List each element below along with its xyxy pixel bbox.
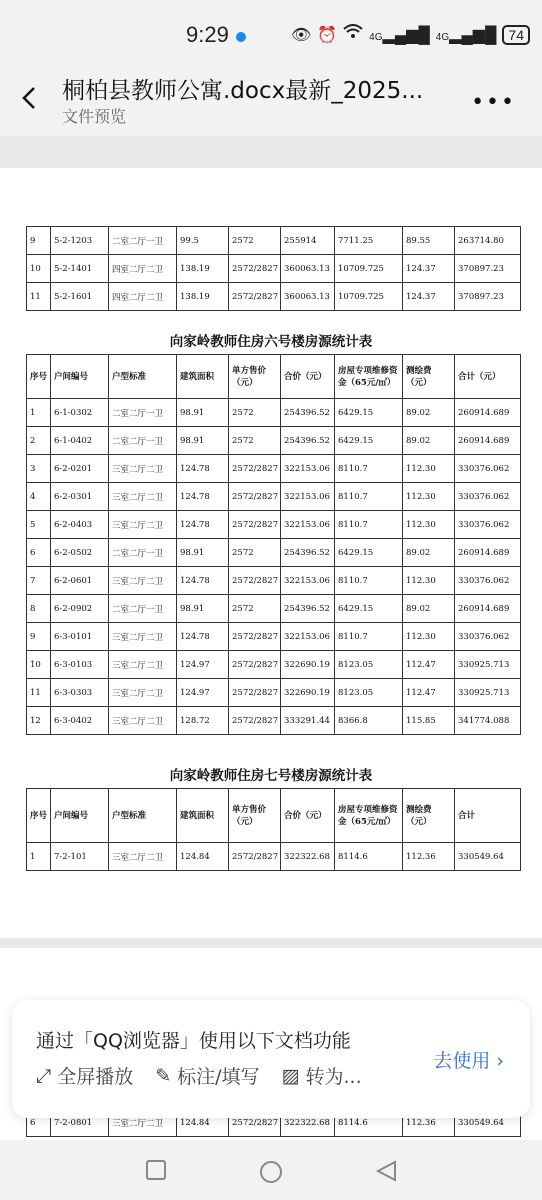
back-button[interactable] bbox=[14, 82, 46, 114]
table-cell: 6-1-0302 bbox=[51, 399, 109, 427]
table-cell: 四室二厅二卫 bbox=[109, 283, 177, 311]
eye-icon: 👁 bbox=[290, 26, 312, 44]
document-page bbox=[0, 168, 542, 938]
table-cell: 8114.6 bbox=[335, 1109, 403, 1137]
table-cell: 333291.44 bbox=[281, 707, 335, 735]
table-cell: 260914.689 bbox=[455, 539, 521, 567]
table-cell: 6 bbox=[27, 1109, 51, 1137]
table-building7 bbox=[26, 788, 521, 871]
table-cell: 330549.64 bbox=[455, 843, 521, 871]
table-cell: 二室二厅一卫 bbox=[109, 539, 177, 567]
table-cell: 124.78 bbox=[177, 455, 229, 483]
table-cell: 330376.062 bbox=[455, 623, 521, 651]
square-icon bbox=[146, 1160, 166, 1180]
column-header: 合计（元） bbox=[455, 355, 521, 399]
table-cell: 2572/2827 bbox=[229, 707, 281, 735]
alarm-icon: ⏰ bbox=[317, 26, 338, 44]
table-cell: 三室二厅二卫 bbox=[109, 707, 177, 735]
table-cell: 2572/2827 bbox=[229, 455, 281, 483]
table-row bbox=[27, 511, 521, 539]
table-cell: 89.02 bbox=[403, 539, 455, 567]
table-cell: 9 bbox=[27, 623, 51, 651]
column-header: 单方售价（元） bbox=[229, 789, 281, 843]
table-cell: 2572 bbox=[229, 595, 281, 623]
table-row bbox=[27, 539, 521, 567]
table-cell: 112.30 bbox=[403, 483, 455, 511]
signal-icon: 4G▂▄▆█ bbox=[369, 26, 430, 44]
more-options-button[interactable]: ••• bbox=[471, 90, 516, 115]
table-row bbox=[27, 283, 521, 311]
table-cell: 322153.06 bbox=[281, 455, 335, 483]
column-header: 测绘费（元） bbox=[403, 789, 455, 843]
table-cell: 7711.25 bbox=[335, 227, 403, 255]
table-cell: 6-3-0402 bbox=[51, 707, 109, 735]
wifi-icon bbox=[343, 24, 363, 45]
table-cell: 5-2-1203 bbox=[51, 227, 109, 255]
status-bar bbox=[0, 0, 542, 70]
table-cell: 12 bbox=[27, 707, 51, 735]
table-cell: 8110.7 bbox=[335, 567, 403, 595]
table-cell: 89.55 bbox=[403, 227, 455, 255]
annotate-feature[interactable]: ✎ 标注/填写 bbox=[155, 1064, 260, 1088]
table-cell: 124.78 bbox=[177, 483, 229, 511]
table-cell: 254396.52 bbox=[281, 427, 335, 455]
table-cell: 98.91 bbox=[177, 399, 229, 427]
table-cell: 124.78 bbox=[177, 623, 229, 651]
table-cell: 三室二厅二卫 bbox=[109, 511, 177, 539]
table-cell: 9 bbox=[27, 227, 51, 255]
table-cell: 10 bbox=[27, 255, 51, 283]
table-cell: 254396.52 bbox=[281, 399, 335, 427]
table-row bbox=[27, 455, 521, 483]
table-row bbox=[27, 651, 521, 679]
table-cell: 2572/2827 bbox=[229, 623, 281, 651]
app-bar bbox=[0, 70, 542, 136]
table6-title: 向家岭教师住房六号楼房源统计表 bbox=[169, 334, 373, 350]
table-cell: 322322.68 bbox=[281, 1109, 335, 1137]
column-header: 建筑面积 bbox=[177, 789, 229, 843]
table-cell: 6 bbox=[27, 539, 51, 567]
table-cell: 8114.6 bbox=[335, 843, 403, 871]
table-cell: 124.37 bbox=[403, 283, 455, 311]
table-cell: 6-2-0403 bbox=[51, 511, 109, 539]
table-cell: 330376.062 bbox=[455, 483, 521, 511]
system-nav-bar bbox=[0, 1140, 542, 1200]
table-cell: 2572/2827 bbox=[229, 843, 281, 871]
table-cell: 124.97 bbox=[177, 651, 229, 679]
table-cell: 260914.689 bbox=[455, 399, 521, 427]
table-cell: 4 bbox=[27, 483, 51, 511]
table-cell: 2572/2827 bbox=[229, 679, 281, 707]
table-cell: 322690.19 bbox=[281, 651, 335, 679]
table-cell: 98.91 bbox=[177, 595, 229, 623]
recent-apps-button[interactable] bbox=[146, 1160, 166, 1184]
table-cell: 255914 bbox=[281, 227, 335, 255]
table-cell: 115.85 bbox=[403, 707, 455, 735]
table7-title: 向家岭教师住房七号楼房源统计表 bbox=[169, 768, 373, 784]
back-nav-button[interactable] bbox=[375, 1160, 397, 1186]
table-cell: 2572 bbox=[229, 399, 281, 427]
table-cell: 112.36 bbox=[403, 1109, 455, 1137]
table-cell: 1 bbox=[27, 399, 51, 427]
table-cell: 5-2-1401 bbox=[51, 255, 109, 283]
table-cell: 二室二厅一卫 bbox=[109, 427, 177, 455]
table-cell: 124.37 bbox=[403, 255, 455, 283]
table-row bbox=[27, 707, 521, 735]
table-cell: 89.02 bbox=[403, 595, 455, 623]
table-cell: 330376.062 bbox=[455, 567, 521, 595]
table-cell: 260914.689 bbox=[455, 427, 521, 455]
table-cell: 330376.062 bbox=[455, 455, 521, 483]
table-cell: 2572/2827 bbox=[229, 511, 281, 539]
table-cell: 6429.15 bbox=[335, 539, 403, 567]
table-cell: 2572/2827 bbox=[229, 567, 281, 595]
table-cell: 322153.06 bbox=[281, 567, 335, 595]
battery-icon: 74 bbox=[502, 25, 530, 45]
fullscreen-feature[interactable]: ⤢ 全屏播放 bbox=[36, 1064, 134, 1088]
table-row bbox=[27, 567, 521, 595]
image-icon: ▨ bbox=[281, 1064, 300, 1087]
table-cell: 6-3-0303 bbox=[51, 679, 109, 707]
table-cell: 124.84 bbox=[177, 843, 229, 871]
table-cell: 6429.15 bbox=[335, 595, 403, 623]
table-cell: 6-2-0201 bbox=[51, 455, 109, 483]
table-row bbox=[27, 399, 521, 427]
table-cell: 三室二厅二卫 bbox=[109, 843, 177, 871]
column-header: 户型标准 bbox=[109, 789, 177, 843]
table-cell: 8123.05 bbox=[335, 651, 403, 679]
table-cell: 98.91 bbox=[177, 427, 229, 455]
table-cell: 2572/2827 bbox=[229, 483, 281, 511]
column-header: 合价（元） bbox=[281, 789, 335, 843]
table-cell: 360063.13 bbox=[281, 255, 335, 283]
table-cell: 11 bbox=[27, 679, 51, 707]
table-row bbox=[27, 623, 521, 651]
table-cell: 370897.23 bbox=[455, 255, 521, 283]
table-cell: 6-1-0402 bbox=[51, 427, 109, 455]
table-cell: 8123.05 bbox=[335, 679, 403, 707]
table-cell: 8110.7 bbox=[335, 511, 403, 539]
column-header: 序号 bbox=[27, 789, 51, 843]
table-cell: 89.02 bbox=[403, 427, 455, 455]
table-cell: 254396.52 bbox=[281, 539, 335, 567]
column-header: 序号 bbox=[27, 355, 51, 399]
table-building5-continued bbox=[26, 226, 521, 311]
table-cell: 98.91 bbox=[177, 539, 229, 567]
table-cell: 7-2-0801 bbox=[51, 1109, 109, 1137]
table-cell: 124.84 bbox=[177, 1109, 229, 1137]
promo-features bbox=[36, 1062, 362, 1089]
table-cell: 341774.088 bbox=[455, 707, 521, 735]
table-cell: 二室二厅一卫 bbox=[109, 595, 177, 623]
table-cell: 三室二厅二卫 bbox=[109, 455, 177, 483]
column-header: 房屋专项维修资金（65元/㎡） bbox=[335, 789, 403, 843]
table-cell: 330549.64 bbox=[455, 1109, 521, 1137]
table-cell: 112.30 bbox=[403, 511, 455, 539]
table-cell: 124.78 bbox=[177, 511, 229, 539]
table-cell: 四室二厅二卫 bbox=[109, 255, 177, 283]
table-cell: 6429.15 bbox=[335, 399, 403, 427]
table-building6 bbox=[26, 354, 521, 735]
table-cell: 二室二厅一卫 bbox=[109, 227, 177, 255]
table-cell: 6-3-0101 bbox=[51, 623, 109, 651]
back-arrow-icon bbox=[14, 82, 46, 114]
table-cell: 1 bbox=[27, 843, 51, 871]
table-cell: 8366.8 bbox=[335, 707, 403, 735]
promo-text: 通过「QQ浏览器」使用以下文档功能 bbox=[36, 1030, 351, 1052]
table-cell: 112.30 bbox=[403, 455, 455, 483]
status-icons bbox=[291, 24, 530, 45]
triangle-back-icon bbox=[375, 1160, 397, 1182]
table-cell: 112.36 bbox=[403, 843, 455, 871]
table-cell: 7 bbox=[27, 567, 51, 595]
table-row bbox=[27, 255, 521, 283]
table-cell: 三室二厅二卫 bbox=[109, 567, 177, 595]
table-row bbox=[27, 483, 521, 511]
table-cell: 2572 bbox=[229, 227, 281, 255]
table-cell: 360063.13 bbox=[281, 283, 335, 311]
column-header: 合价（元） bbox=[281, 355, 335, 399]
table-cell: 89.02 bbox=[403, 399, 455, 427]
table-cell: 2572/2827 bbox=[229, 255, 281, 283]
column-header: 单方售价（元） bbox=[229, 355, 281, 399]
notification-dot bbox=[236, 32, 246, 42]
table-row bbox=[27, 427, 521, 455]
column-header: 户型标准 bbox=[109, 355, 177, 399]
column-header: 测绘费（元） bbox=[403, 355, 455, 399]
table-cell: 124.97 bbox=[177, 679, 229, 707]
table-cell: 112.30 bbox=[403, 567, 455, 595]
table-cell: 8 bbox=[27, 595, 51, 623]
document-subtitle: 文件预览 bbox=[62, 107, 127, 126]
table-cell: 260914.689 bbox=[455, 595, 521, 623]
table-cell: 6429.15 bbox=[335, 427, 403, 455]
table-cell: 3 bbox=[27, 455, 51, 483]
table-cell: 2572/2827 bbox=[229, 1109, 281, 1137]
table-cell: 330376.062 bbox=[455, 511, 521, 539]
table-cell: 2 bbox=[27, 427, 51, 455]
table-cell: 5-2-1601 bbox=[51, 283, 109, 311]
document-title: 桐柏县教师公寓.docx最新_2025... bbox=[62, 78, 424, 104]
table-row bbox=[27, 679, 521, 707]
table-cell: 三室二厅二卫 bbox=[109, 1109, 177, 1137]
table-cell: 99.5 bbox=[177, 227, 229, 255]
column-header: 户间编号 bbox=[51, 789, 109, 843]
convert-feature[interactable]: ▨ 转为... bbox=[281, 1064, 362, 1088]
table-cell: 6-2-0601 bbox=[51, 567, 109, 595]
table-cell: 138.19 bbox=[177, 283, 229, 311]
table-cell: 2572/2827 bbox=[229, 651, 281, 679]
table-row bbox=[27, 843, 521, 871]
table-cell: 112.47 bbox=[403, 679, 455, 707]
table-cell: 112.30 bbox=[403, 623, 455, 651]
table-cell: 128.72 bbox=[177, 707, 229, 735]
fullscreen-icon: ⤢ bbox=[36, 1064, 52, 1087]
table-cell: 322153.06 bbox=[281, 483, 335, 511]
table-cell: 6-2-0502 bbox=[51, 539, 109, 567]
table-cell: 8110.7 bbox=[335, 455, 403, 483]
table-cell: 10709.725 bbox=[335, 283, 403, 311]
table-cell: 二室二厅一卫 bbox=[109, 399, 177, 427]
column-header: 合计 bbox=[455, 789, 521, 843]
table-cell: 10709.725 bbox=[335, 255, 403, 283]
table-cell: 三室二厅二卫 bbox=[109, 651, 177, 679]
table-cell: 263714.80 bbox=[455, 227, 521, 255]
table-cell: 330925.713 bbox=[455, 679, 521, 707]
table-cell: 6-3-0103 bbox=[51, 651, 109, 679]
table-cell: 370897.23 bbox=[455, 283, 521, 311]
circle-icon bbox=[259, 1160, 283, 1184]
table-cell: 5 bbox=[27, 511, 51, 539]
table-cell: 138.19 bbox=[177, 255, 229, 283]
status-time: 9:29 bbox=[186, 22, 229, 47]
table-cell: 322690.19 bbox=[281, 679, 335, 707]
table-cell: 112.47 bbox=[403, 651, 455, 679]
table-cell: 322153.06 bbox=[281, 511, 335, 539]
column-header: 房屋专项维修资金（65元/㎡） bbox=[335, 355, 403, 399]
table-cell: 6-2-0902 bbox=[51, 595, 109, 623]
table-row bbox=[27, 227, 521, 255]
signal-icon-2: 4G▂▄▆█ bbox=[435, 26, 497, 44]
table-cell: 三室二厅二卫 bbox=[109, 623, 177, 651]
table-cell: 三室二厅二卫 bbox=[109, 483, 177, 511]
table-cell: 124.78 bbox=[177, 567, 229, 595]
table-cell: 8110.7 bbox=[335, 483, 403, 511]
table-cell: 254396.52 bbox=[281, 595, 335, 623]
home-button[interactable] bbox=[259, 1160, 283, 1188]
table-row bbox=[27, 595, 521, 623]
table-cell: 322322.68 bbox=[281, 843, 335, 871]
table-cell: 2572/2827 bbox=[229, 283, 281, 311]
table-cell: 8110.7 bbox=[335, 623, 403, 651]
table-cell: 6-2-0301 bbox=[51, 483, 109, 511]
table-cell: 2572 bbox=[229, 427, 281, 455]
qq-browser-promo-card[interactable] bbox=[12, 1000, 530, 1118]
edit-icon: ✎ bbox=[155, 1064, 172, 1087]
table-cell: 2572 bbox=[229, 539, 281, 567]
table-cell: 11 bbox=[27, 283, 51, 311]
column-header: 建筑面积 bbox=[177, 355, 229, 399]
column-header: 户间编号 bbox=[51, 355, 109, 399]
go-use-button[interactable]: 去使用 › bbox=[433, 1050, 504, 1072]
table-cell: 322153.06 bbox=[281, 623, 335, 651]
table-cell: 7-2-101 bbox=[51, 843, 109, 871]
table-cell: 330925.713 bbox=[455, 651, 521, 679]
table-cell: 10 bbox=[27, 651, 51, 679]
table-cell: 三室二厅二卫 bbox=[109, 679, 177, 707]
